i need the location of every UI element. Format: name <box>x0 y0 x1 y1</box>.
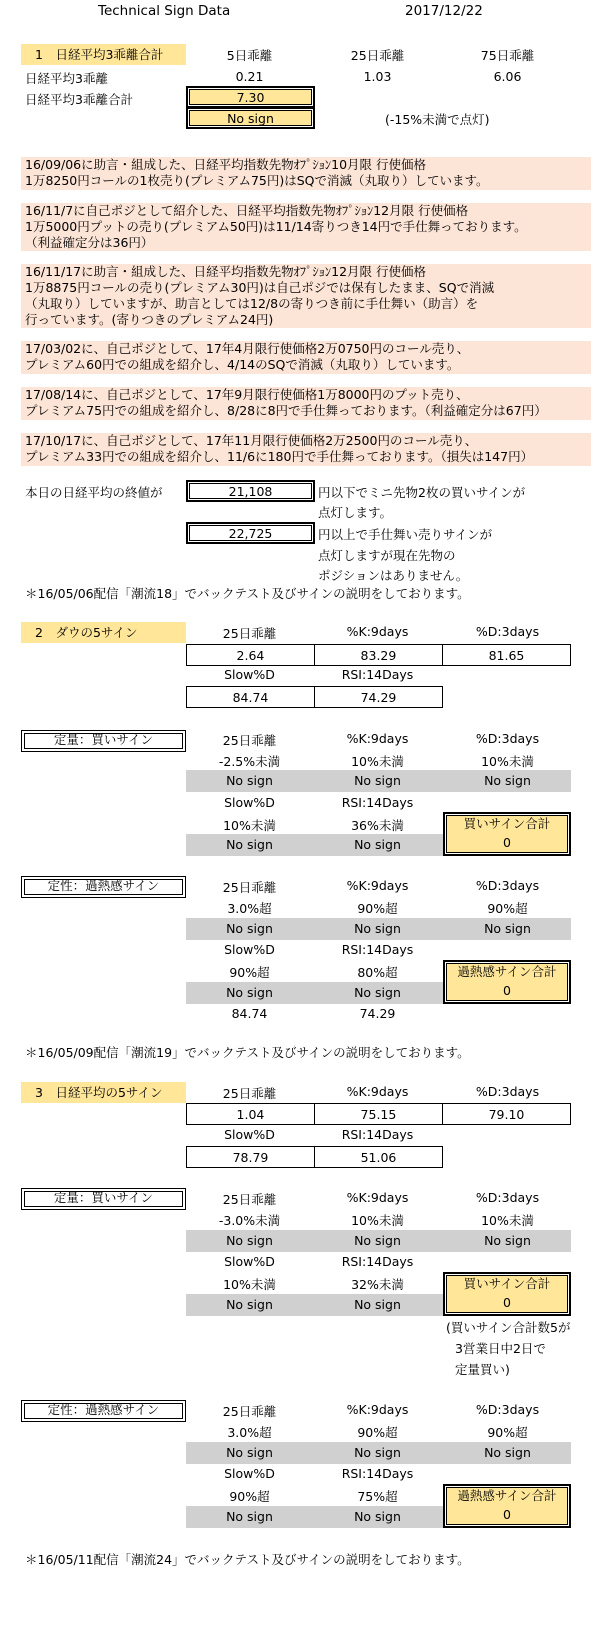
s3b-th-25day: -3.0%未満 <box>218 1213 281 1228</box>
s3b-col-25day: 25日乖離 <box>222 1192 277 1207</box>
s2b-th-d3: 10%未満 <box>481 754 534 769</box>
s2h-extra-slowd: 84.74 <box>231 1006 268 1021</box>
s3-buy-tag: 定量：買いサイン <box>21 1188 186 1210</box>
s3b-sign-slowd: No sign <box>226 1297 273 1312</box>
s3h-th-25day: 3.0%超 <box>227 1425 272 1440</box>
s2h-th-d3: 90%超 <box>487 901 528 916</box>
s2h-sign-d3: No sign <box>484 921 531 936</box>
s3h-sign-k9: No sign <box>354 1445 401 1460</box>
s3b-th-k9: 10%未満 <box>351 1213 404 1228</box>
section1-header: 1 日経平均3乖離合計 <box>21 44 186 65</box>
s3-col-d3: %D:3days <box>475 1084 540 1099</box>
s3b-col-rsi: RSI:14Days <box>341 1254 414 1269</box>
s3-value-25day: 1.04 <box>187 1104 315 1125</box>
s3-values2-table <box>186 1146 443 1168</box>
s2-footnote: ＊16/05/09配信「潮流19」でバックテスト及びサインの説明をしております。 <box>25 1045 470 1060</box>
s3h-sign-slowd: No sign <box>226 1509 273 1524</box>
section2-header: 2 ダウの5サイン <box>21 622 186 643</box>
note-1-line-2: 1万8250円コールの1枚売り(プレミアム75円)はSQで消滅（丸取り）しています。 <box>25 173 489 188</box>
s2b-col-25day: 25日乖離 <box>222 733 277 748</box>
s1-value-5day: 0.21 <box>235 69 264 84</box>
note-6 <box>21 433 591 466</box>
s2-value-d3: 81.65 <box>442 645 570 666</box>
s3b-th-rsi: 32%未満 <box>351 1277 404 1292</box>
s3b-sign-25day: No sign <box>226 1233 273 1248</box>
section3-header: 3 日経平均の5サイン <box>21 1082 186 1103</box>
s3h-sign-25day: No sign <box>226 1445 273 1460</box>
s3b-sign-rsi: No sign <box>354 1297 401 1312</box>
s2h-th-rsi: 80%超 <box>357 965 398 980</box>
s2b-th-25day: -2.5%未満 <box>218 754 281 769</box>
sell-threshold-text: 円以上で手仕舞い売りサインが <box>318 527 493 542</box>
s3-col-25day: 25日乖離 <box>222 1086 277 1101</box>
s3h-th-slowd: 90%超 <box>229 1489 270 1504</box>
buy-threshold-text-2: 点灯します。 <box>318 505 393 520</box>
s2b-col-d3: %D:3days <box>475 731 540 746</box>
s3h-th-d3: 90%超 <box>487 1425 528 1440</box>
s2-col-rsi: RSI:14Days <box>341 667 414 682</box>
s2-col-slowd: Slow%D <box>224 667 275 682</box>
note-2-line-1: 16/11/7に自己ポジとして紹介した、日経平均指数先物ｵﾌﾟｼｮﾝ12月限 行使価格 <box>25 203 469 218</box>
s2b-col-k9: %K:9days <box>346 731 409 746</box>
s2h-sum-value: 0 <box>503 983 511 998</box>
s2h-sign-slowd: No sign <box>226 985 273 1000</box>
s3-col-rsi: RSI:14Days <box>341 1127 414 1142</box>
s3b-sum-label: 買いサイン合計 <box>463 1276 551 1291</box>
s3b-note-1: (買いサイン合計数5が <box>446 1320 571 1335</box>
s2b-sign-25day: No sign <box>226 773 273 788</box>
s2-value-k9: 83.29 <box>314 645 442 666</box>
sell-threshold-text-3: ポジションはありません。 <box>318 568 469 583</box>
close-label: 本日の日経平均の終値が <box>25 485 163 500</box>
s2b-col-rsi: RSI:14Days <box>341 795 414 810</box>
s2b-sign-rsi: No sign <box>354 837 401 852</box>
s2h-sum-label: 過熱感サイン合計 <box>457 964 557 979</box>
sell-threshold-text-2: 点灯しますが現在先物の <box>318 548 456 563</box>
s1-sum-value: 7.30 <box>186 86 315 108</box>
s3-value-rsi: 51.06 <box>315 1147 443 1168</box>
s3h-col-25day: 25日乖離 <box>222 1404 277 1419</box>
s3h-col-d3: %D:3days <box>475 1402 540 1417</box>
s3-footnote: ＊16/05/11配信「潮流24」でバックテスト及びサインの説明をしております。 <box>25 1552 470 1567</box>
s1-sum-label: 日経平均3乖離合計 <box>25 92 133 107</box>
s2b-sign-d3: No sign <box>484 773 531 788</box>
s2b-sign-slowd: No sign <box>226 837 273 852</box>
s3h-th-rsi: 75%超 <box>357 1489 398 1504</box>
s1-col-25day: 25日乖離 <box>350 48 405 63</box>
s1-sign: No sign <box>186 107 315 129</box>
buy-threshold-value: 21,108 <box>186 480 315 502</box>
s2-col-k9: %K:9days <box>346 624 409 639</box>
note-6-line-2: プレミアム33円での組成を紹介し、11/6に180円で手仕舞っております。（損失は147円） <box>25 449 534 464</box>
s1-col-5day: 5日乖離 <box>226 48 273 63</box>
note-3 <box>21 264 591 328</box>
s2-col-d3: %D:3days <box>475 624 540 639</box>
s2h-th-25day: 3.0%超 <box>227 901 272 916</box>
s3b-col-d3: %D:3days <box>475 1190 540 1205</box>
s2h-sum-box <box>443 960 571 1004</box>
s2-values-table <box>186 644 571 666</box>
s3b-sum-value: 0 <box>503 1295 511 1310</box>
note-3-line-2: 1万8875円コールの売り(プレミアム30円)は自己ポジでは保有したまま、SQで消滅 <box>25 280 495 295</box>
s2b-sum-box <box>443 812 571 856</box>
s2h-extra-rsi: 74.29 <box>359 1006 396 1021</box>
note-3-line-4: 行っています。(寄りつきのプレミアム24円) <box>25 312 274 327</box>
s2b-col-slowd: Slow%D <box>224 795 275 810</box>
s2-value-rsi: 74.29 <box>315 687 443 708</box>
s2h-sign-k9: No sign <box>354 921 401 936</box>
s3h-sign-rsi: No sign <box>354 1509 401 1524</box>
s2h-col-k9: %K:9days <box>346 878 409 893</box>
s2h-sign-rsi: No sign <box>354 985 401 1000</box>
s3b-th-slowd: 10%未満 <box>223 1277 276 1292</box>
s3-col-slowd: Slow%D <box>224 1127 275 1142</box>
s2b-sign-k9: No sign <box>354 773 401 788</box>
note-4-line-1: 17/03/02に、自己ポジとして、17年4月限行使価格2万0750円のコール売り、 <box>25 341 470 356</box>
note-2-line-2: 1万5000円プットの売り(プレミアム50円)は11/14寄りつき14円で手仕舞っております。 <box>25 219 527 234</box>
note-3-line-3: （丸取り）していますが、助言としては12/8の寄りつき前に手仕舞い（助言）を <box>25 296 479 311</box>
buy-threshold-text: 円以下でミニ先物2枚の買いサインが <box>318 485 526 500</box>
report-date: 2017/12/22 <box>405 3 483 19</box>
s2h-col-25day: 25日乖離 <box>222 880 277 895</box>
s2b-th-rsi: 36%未満 <box>351 818 404 833</box>
page-title: Technical Sign Data <box>98 3 231 19</box>
note-5-line-2: プレミアム75円での組成を紹介し、8/28に8円で手仕舞っております。（利益確定分は67円） <box>25 403 547 418</box>
s2h-th-slowd: 90%超 <box>229 965 270 980</box>
s3h-sign-d3: No sign <box>484 1445 531 1460</box>
s3h-th-k9: 90%超 <box>357 1425 398 1440</box>
s2-heat-tag: 定性：過熱感サイン <box>21 876 186 898</box>
note-6-line-1: 17/10/17に、自己ポジとして、17年11月限行使価格2万2500円のコール売り、 <box>25 433 478 448</box>
s3h-sum-box <box>443 1484 571 1528</box>
s2-buy-tag: 定量：買いサイン <box>21 730 186 752</box>
s3b-sum-box <box>443 1272 571 1316</box>
s2h-sign-25day: No sign <box>226 921 273 936</box>
note-5-line-1: 17/08/14に、自己ポジとして、17年9月限行使価格1万8000円のプット売り、 <box>25 387 469 402</box>
s2h-col-rsi: RSI:14Days <box>341 942 414 957</box>
note-4-line-2: プレミアム60円での組成を紹介し、4/14のSQで消滅（丸取り）しています。 <box>25 357 460 372</box>
s3b-th-d3: 10%未満 <box>481 1213 534 1228</box>
note-4 <box>21 341 591 374</box>
s2-col-25day: 25日乖離 <box>222 626 277 641</box>
s2b-sum-label: 買いサイン合計 <box>463 816 551 831</box>
s3h-col-k9: %K:9days <box>346 1402 409 1417</box>
s2h-col-slowd: Slow%D <box>224 942 275 957</box>
s3b-note-2: 3営業日中2日で <box>455 1341 546 1356</box>
s2-values2-table <box>186 686 443 708</box>
s3-value-d3: 79.10 <box>442 1104 570 1125</box>
s3h-sum-value: 0 <box>503 1507 511 1522</box>
s3-heat-tag: 定性：過熱感サイン <box>21 1400 186 1422</box>
s1-value-25day: 1.03 <box>363 69 392 84</box>
s2b-th-slowd: 10%未満 <box>223 818 276 833</box>
s1-value-75day: 6.06 <box>493 69 522 84</box>
s1-row-label: 日経平均3乖離 <box>25 71 108 86</box>
note-3-line-1: 16/11/17に助言・組成した、日経平均指数先物ｵﾌﾟｼｮﾝ12月限 行使価格 <box>25 264 427 279</box>
s2-value-25day: 2.64 <box>187 645 315 666</box>
note-5 <box>21 387 591 420</box>
s3b-col-k9: %K:9days <box>346 1190 409 1205</box>
s2-value-slowd: 84.74 <box>187 687 315 708</box>
s2h-col-d3: %D:3days <box>475 878 540 893</box>
s3-value-k9: 75.15 <box>314 1104 442 1125</box>
s3-col-k9: %K:9days <box>346 1084 409 1099</box>
s2b-th-k9: 10%未満 <box>351 754 404 769</box>
note-2 <box>21 203 591 251</box>
s1-col-75day: 75日乖離 <box>480 48 535 63</box>
s3-values-table <box>186 1103 571 1125</box>
note-1 <box>21 157 591 190</box>
s3b-col-slowd: Slow%D <box>224 1254 275 1269</box>
s2b-sum-value: 0 <box>503 835 511 850</box>
s2h-th-k9: 90%超 <box>357 901 398 916</box>
s3h-sum-label: 過熱感サイン合計 <box>457 1488 557 1503</box>
s3b-sign-k9: No sign <box>354 1233 401 1248</box>
note-2-line-3: （利益確定分は36円） <box>25 235 154 250</box>
s3b-sign-d3: No sign <box>484 1233 531 1248</box>
s3h-col-rsi: RSI:14Days <box>341 1466 414 1481</box>
s3h-col-slowd: Slow%D <box>224 1466 275 1481</box>
note-1-line-1: 16/09/06に助言・組成した、日経平均指数先物ｵﾌﾟｼｮﾝ10月限 行使価格 <box>25 157 427 172</box>
sell-threshold-value: 22,725 <box>186 522 315 544</box>
s1-note: (-15%未満で点灯) <box>385 112 490 127</box>
close-footnote: ＊16/05/06配信「潮流18」でバックテスト及びサインの説明をしております。 <box>25 586 470 601</box>
s3b-note-3: 定量買い) <box>455 1362 510 1377</box>
s3-value-slowd: 78.79 <box>187 1147 315 1168</box>
